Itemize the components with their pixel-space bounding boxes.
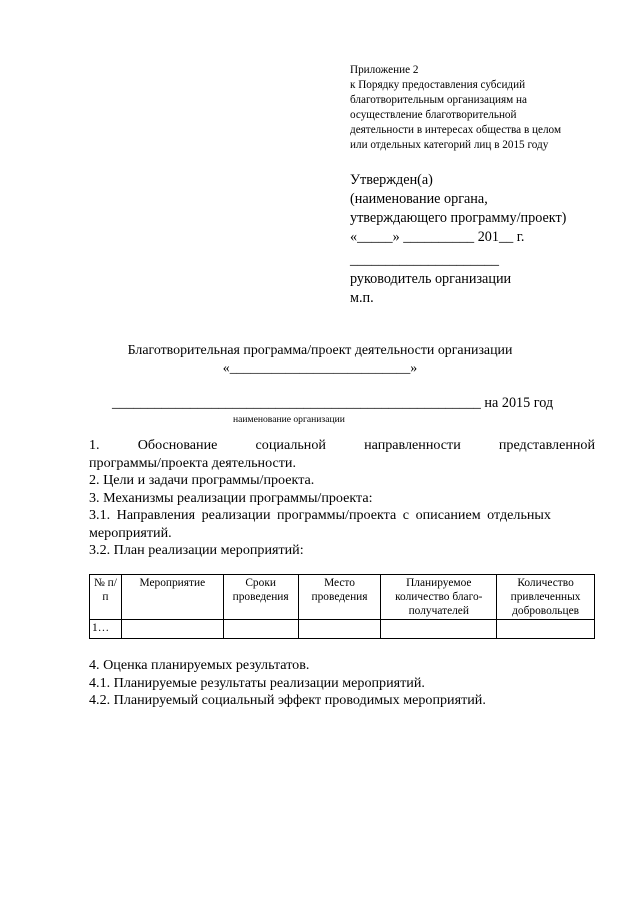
col-header-dates: Сроки проведения [223, 575, 298, 620]
table-header-row [90, 575, 595, 620]
annex-header [350, 63, 561, 153]
section-1-line: 1. Обоснование социальной направленности представленной [89, 437, 595, 453]
section-3-1-line: 3.1. Направления реализации программы/проекта с описанием отдельных [89, 507, 551, 523]
organization-name-caption: наименование организации [233, 414, 345, 425]
col-header-event: Мероприятие [121, 575, 223, 620]
signature-line: _____________________ [350, 252, 499, 268]
annex-line: к Порядку предоставления субсидий [350, 79, 526, 91]
col-header-place: Место проведения [298, 575, 381, 620]
section-1-continuation: программы/проекта деятельности. [89, 454, 296, 471]
table-cell [121, 620, 223, 639]
section-2: 2. Цели и задачи программы/проекта. [89, 472, 315, 488]
organization-name-line: ____________________________________________________ на 2015 год [112, 395, 554, 411]
annex-line: Приложение 2 [350, 64, 419, 76]
seal-mark: м.п. [350, 290, 374, 306]
approved-label: Утвержден(а) [350, 172, 433, 188]
col-header-number: № п/п [90, 575, 122, 620]
annex-line: благотворительным организациям на [350, 94, 527, 106]
sections-list [89, 437, 595, 560]
table-cell [298, 620, 381, 639]
section-3: 3. Механизмы реализации программы/проекта: [89, 489, 373, 506]
approval-block [350, 171, 566, 247]
activities-plan-table [89, 574, 595, 639]
table-cell [381, 620, 497, 639]
document-title: Благотворительная программа/проект деятельности организации [127, 343, 513, 358]
section-3-1-continuation: мероприятий. [89, 524, 172, 541]
annex-line: осуществление благотворительной [350, 109, 517, 121]
table-row [90, 620, 595, 639]
table-cell [497, 620, 595, 639]
section-3-2: 3.2. План реализации мероприятий: [89, 542, 304, 558]
program-name-blank: «__________________________» [222, 361, 418, 376]
approving-body-line: (наименование органа, [350, 191, 488, 207]
table-cell [223, 620, 298, 639]
section-4-2: 4.2. Планируемый социальный эффект проводимых мероприятий. [89, 692, 486, 708]
results-section [89, 657, 486, 710]
signature-block [350, 251, 511, 308]
col-header-beneficiaries: Планируемое количество благо-получателей [381, 575, 497, 620]
table-cell: 1… [90, 620, 122, 639]
approving-body-line: утверждающего программу/проект) [350, 210, 567, 226]
col-header-volunteers: Количество привлеченных добровольцев [497, 575, 595, 620]
approval-date-line: «_____» __________ 201__ г. [350, 229, 525, 245]
section-4-1: 4.1. Планируемые результаты реализации мероприятий. [89, 674, 425, 691]
section-4: 4. Оценка планируемых результатов. [89, 657, 310, 673]
signature-role: руководитель организации [350, 271, 512, 287]
annex-line: деятельности в интересах общества в целом [350, 124, 562, 136]
annex-line: или отдельных категорий лиц в 2015 году [350, 139, 549, 151]
